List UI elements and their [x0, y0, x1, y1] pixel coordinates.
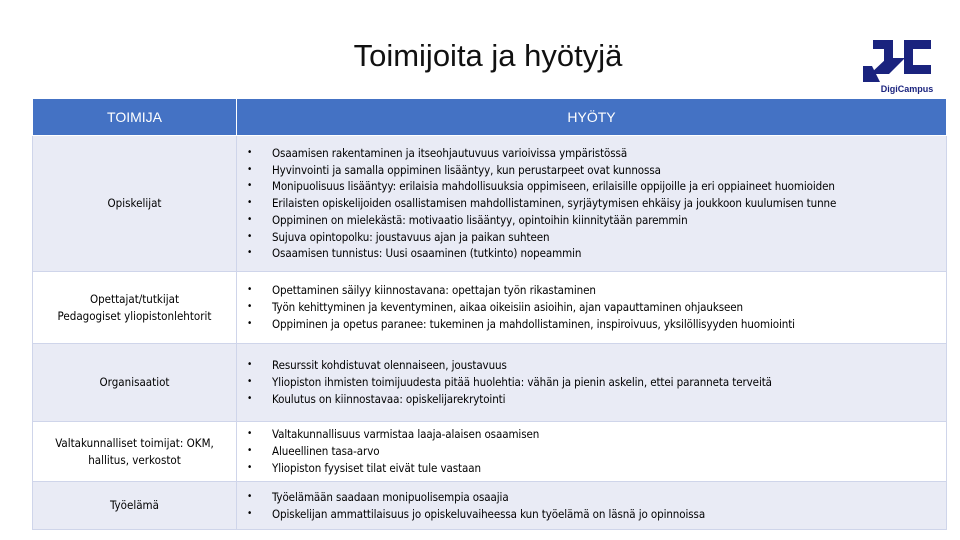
benefit-list [237, 426, 946, 476]
benefit-item: • Hyvinvointi ja samalla oppiminen lisääntyy, kun perustarpeet ovat kunnossa [243, 162, 946, 179]
actor-label: Pedagogiset yliopistonlehtorit [57, 308, 212, 323]
benefit-item: • Sujuva opintopolku: joustavuus ajan ja paikan suhteen [243, 229, 946, 246]
actor-label: Valtakunnalliset toimijat: OKM, [55, 435, 214, 450]
benefit-cell [237, 422, 947, 482]
benefit-cell [237, 344, 947, 422]
benefit-item: • Monipuolisuus lisääntyy: erilaisia mahdollisuuksia oppimiseen, erilaisille oppijoille ja eri oppiaineet huomioiden [243, 178, 946, 195]
table-body [33, 136, 947, 530]
benefit-item: • Oppiminen ja opetus paranee: tukeminen ja mahdollistaminen, inspiroivuus, yksilöllisyyden huomiointi [243, 316, 946, 333]
actor-label: hallitus, verkostot [88, 452, 181, 467]
actor-cell [33, 272, 237, 344]
table-row [33, 422, 947, 482]
benefit-list [237, 357, 946, 407]
logo-label: DigiCampus [880, 84, 934, 94]
actor-cell [33, 136, 237, 272]
actor-cell [33, 422, 237, 482]
benefit-item: • Osaamisen rakentaminen ja itseohjautuvuus varioivissa ympäristössä [243, 145, 946, 162]
benefit-item: • Opettaminen säilyy kiinnostavana: opettajan työn rikastaminen [243, 282, 946, 299]
actor-label: Organisaatiot [99, 375, 170, 390]
benefit-list [237, 489, 946, 522]
actor-label: Opettajat/tutkijat [89, 291, 180, 306]
benefit-cell [237, 482, 947, 530]
benefit-item: • Osaamisen tunnistus: Uusi osaaminen (tutkinto) nopeammin [243, 245, 946, 262]
benefit-cell [237, 136, 947, 272]
benefit-item: • Valtakunnallisuus varmistaa laaja-alaisen osaamisen [243, 426, 946, 443]
benefit-list [237, 145, 946, 262]
table-row [33, 344, 947, 422]
benefit-list [237, 282, 946, 332]
actor-label: Työelämä [110, 498, 159, 513]
table-row [33, 482, 947, 530]
benefit-cell [237, 272, 947, 344]
benefit-item: • Työn kehittyminen ja keventyminen, aikaa oikeisiin asioihin, ajan vapauttaminen ohjaukseen [243, 299, 946, 316]
table-row [33, 136, 947, 272]
benefit-item: • Yliopiston fyysiset tilat eivät tule vastaan [243, 460, 946, 477]
benefit-item: • Koulutus on kiinnostavaa: opiskelijarekrytointi [243, 391, 946, 408]
table-row [33, 272, 947, 344]
actor-cell [33, 344, 237, 422]
header-benefit: HYÖTY [237, 99, 947, 136]
actor-cell [33, 482, 237, 530]
benefit-item: • Opiskelijan ammattilaisuus jo opiskeluvaiheessa kun työelämä on läsnä jo opinnoissa [243, 506, 946, 523]
table-header-row [33, 99, 947, 136]
benefit-item: • Oppiminen on mielekästä: motivaatio lisääntyy, opintoihin kiinnitytään paremmin [243, 212, 946, 229]
header-actor: TOIMIJA [33, 99, 237, 136]
actor-label: Opiskelijat [107, 196, 162, 211]
benefit-item: • Työelämään saadaan monipuolisempia osaajia [243, 489, 946, 506]
benefit-item: • Erilaisten opiskelijoiden osallistamisen mahdollistaminen, syrjäytymisen ehkäisy ja joukkoon kuulumisen tunne [243, 195, 946, 212]
benefit-item: • Alueellinen tasa-arvo [243, 443, 946, 460]
benefit-item: • Yliopiston ihmisten toimijuudesta pitää huolehtia: vähän ja pienin askelin, ettei paranneta terveitä [243, 374, 946, 391]
actors-benefits-table [32, 98, 947, 530]
benefit-item: • Resurssit kohdistuvat olennaiseen, joustavuus [243, 357, 946, 374]
page-title: Toimijoita ja hyötyjä [353, 38, 623, 73]
